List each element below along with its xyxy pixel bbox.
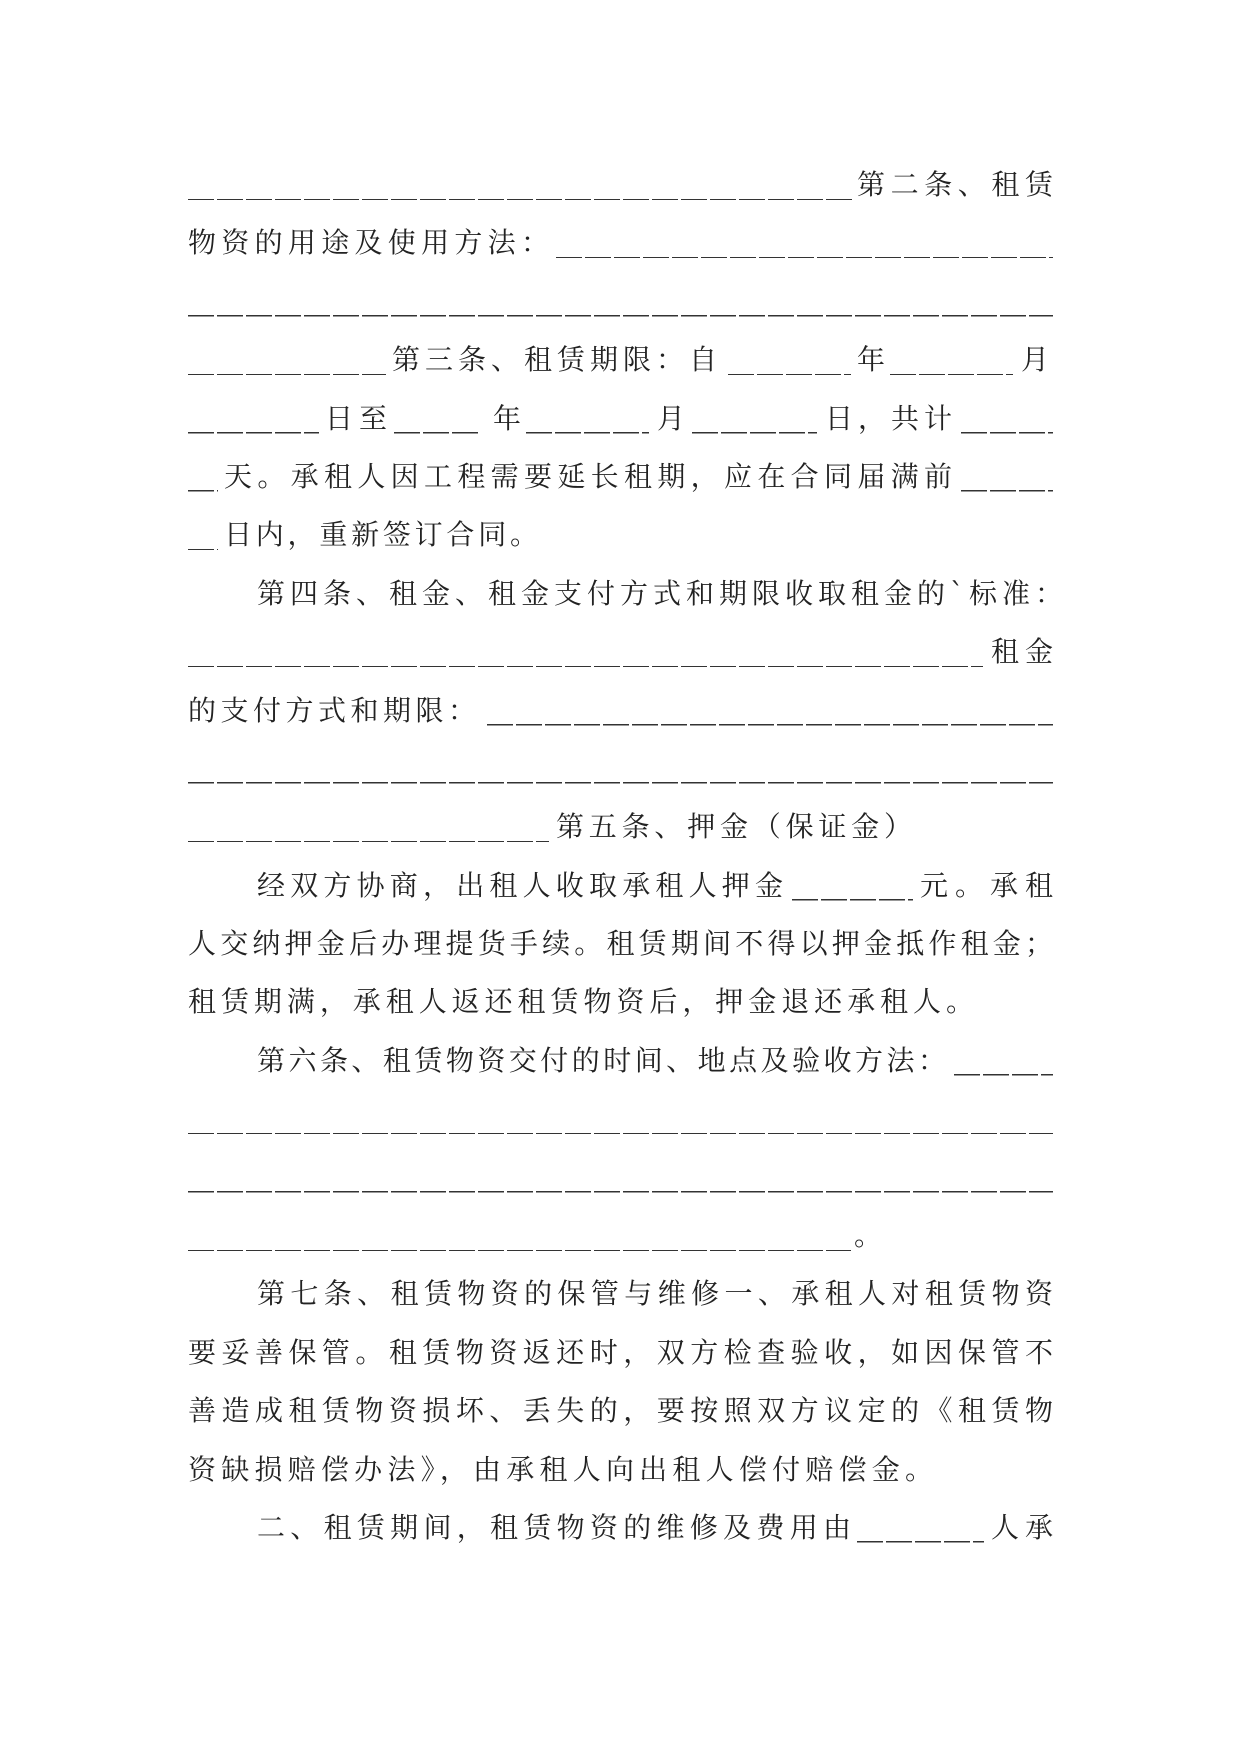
document-line — [188, 915, 1053, 973]
clause-text: 的支付方式和期限： — [188, 693, 476, 727]
fill-in-blank — [188, 740, 1053, 784]
document-line — [188, 1441, 1053, 1499]
fill-in-blank — [394, 390, 481, 434]
document-line — [188, 214, 1053, 272]
document-line — [188, 740, 1053, 798]
clause-heading: 第三条、租赁期限：自 — [392, 343, 717, 377]
document-line — [188, 1499, 1053, 1557]
fill-in-blank — [792, 857, 913, 901]
fill-in-blank — [857, 1499, 984, 1543]
document-line — [188, 857, 1053, 915]
clause-heading: 第五条、押金（保证金） — [556, 810, 912, 844]
clause-text: 。 — [854, 1219, 883, 1253]
fill-in-blank — [487, 682, 1053, 726]
document-line — [188, 682, 1053, 740]
document-line — [188, 1324, 1053, 1382]
clause-text: 日，共计 — [825, 401, 952, 435]
fill-in-blank — [188, 506, 218, 550]
fill-in-blank — [188, 1207, 851, 1251]
clause-text: 人交纳押金后办理提货手续。租赁期间不得以押金抵作租金； — [188, 927, 1053, 961]
clause-text: 日至 — [325, 401, 387, 435]
date-unit-month: 月 — [1021, 343, 1050, 377]
fill-in-blank — [188, 623, 983, 667]
clause-text: 租金 — [991, 635, 1053, 669]
date-unit-year: 年 — [857, 343, 886, 377]
fill-in-blank — [728, 331, 851, 375]
clause-text: 人承 — [991, 1510, 1053, 1544]
clause-heading: 第六条、租赁物资交付的时间、地点及验收方法： — [257, 1043, 946, 1077]
fill-in-blank — [188, 1149, 1053, 1193]
clause-text: 天。承租人因工程需要延长租期，应在合同届满前 — [224, 459, 952, 493]
fill-in-blank — [961, 390, 1053, 434]
document-line — [188, 1149, 1053, 1207]
clause-heading: 第四条、租金、租金支付方式和期限收取租金的`标准： — [257, 576, 1063, 610]
clause-text: 物资的用途及使用方法： — [188, 226, 549, 260]
document-page — [188, 156, 1063, 1557]
document-line — [188, 506, 1053, 564]
fill-in-blank — [188, 273, 1053, 317]
document-line — [188, 331, 1053, 389]
fill-in-blank — [188, 798, 549, 842]
fill-in-blank — [188, 331, 386, 375]
document-line — [188, 448, 1053, 506]
document-line — [188, 1090, 1053, 1148]
document-line — [188, 1207, 1053, 1265]
fill-in-blank — [692, 390, 817, 434]
clause-heading: 第七条、租赁物资的保管与维修一、承租人对租赁物资 — [257, 1277, 1053, 1311]
fill-in-blank — [954, 1032, 1053, 1076]
fill-in-blank — [188, 156, 853, 200]
document-line — [188, 973, 1053, 1031]
document-line — [188, 1032, 1053, 1090]
document-line — [188, 1382, 1053, 1440]
fill-in-blank — [526, 390, 649, 434]
clause-text: 经双方协商，出租人收取承租人押金 — [257, 868, 783, 902]
fill-in-blank — [188, 390, 319, 434]
fill-in-blank — [556, 214, 1053, 258]
fill-in-blank — [890, 331, 1013, 375]
fill-in-blank — [188, 448, 218, 492]
document-line — [188, 565, 1063, 623]
clause-text: 善造成租赁物资损坏、丢失的，要按照双方议定的《租赁物 — [188, 1394, 1053, 1428]
clause-text: 第二条、租赁 — [857, 168, 1053, 201]
document-line — [188, 390, 1053, 448]
date-unit-month: 月 — [657, 401, 686, 435]
clause-text: 要妥善保管。租赁物资返还时，双方检查验收，如因保管不 — [188, 1335, 1053, 1369]
clause-text: 资缺损赔偿办法》，由承租人向出租人偿付赔偿金。 — [188, 1452, 933, 1486]
clause-text: 元。承租 — [920, 868, 1053, 902]
date-unit-year: 年 — [493, 401, 522, 435]
fill-in-blank — [961, 448, 1053, 492]
document-line — [188, 1265, 1053, 1323]
document-line — [188, 156, 1053, 214]
clause-text: 二、租赁期间，租赁物资的维修及费用由 — [257, 1510, 851, 1544]
clause-text: 日内，重新签订合同。 — [224, 518, 538, 552]
document-line — [188, 798, 1053, 856]
document-line — [188, 273, 1053, 331]
document-line — [188, 623, 1053, 681]
fill-in-blank — [188, 1090, 1053, 1134]
clause-text: 租赁期满，承租人返还租赁物资后，押金退还承租人。 — [188, 985, 974, 1019]
